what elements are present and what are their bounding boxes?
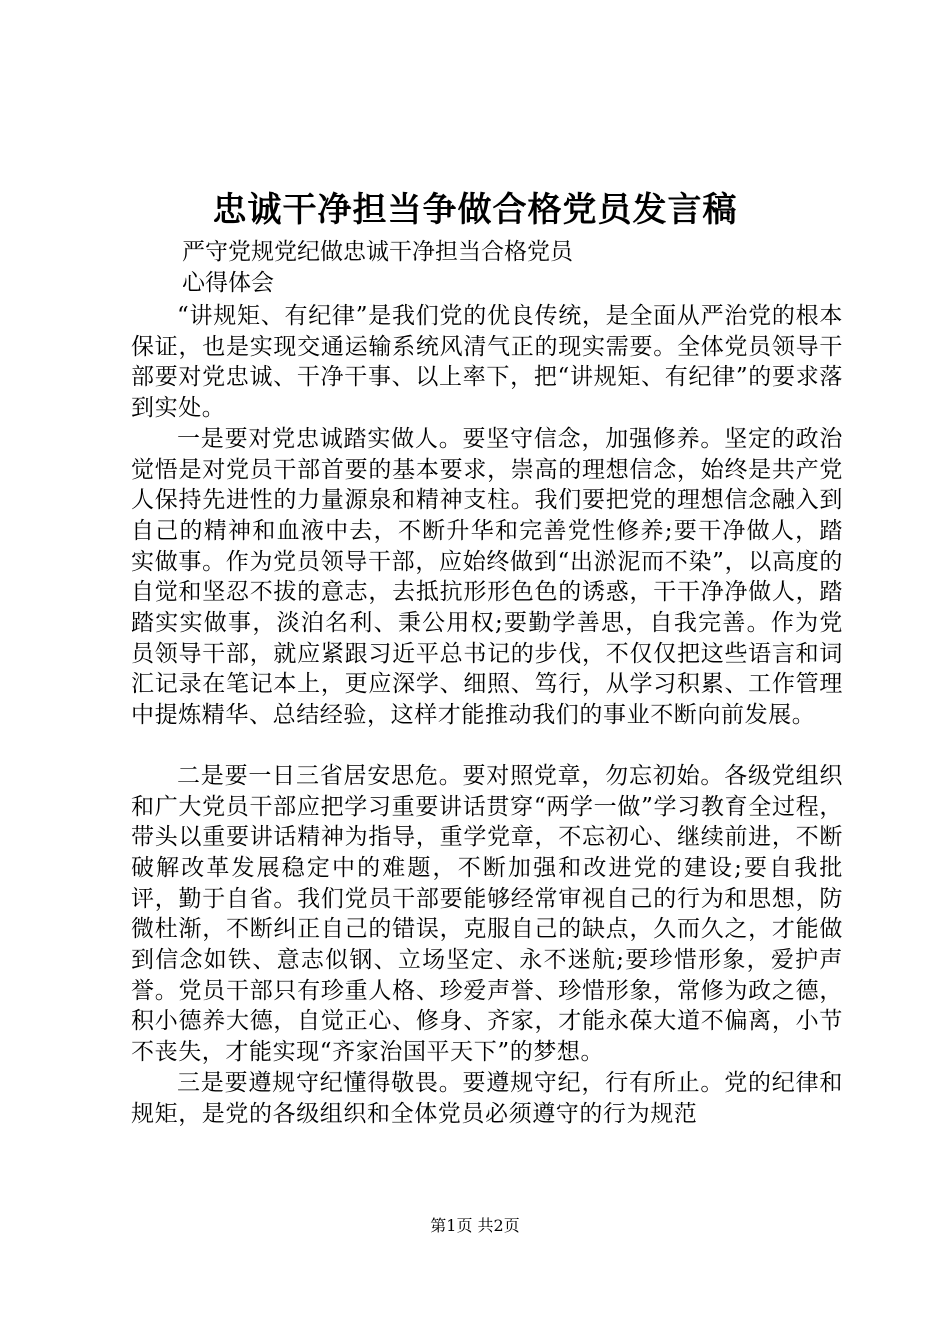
subtitle-line-2: 心得体会 — [182, 270, 274, 296]
document-title: 忠诚干净担当争做合格党员发言稿 — [212, 190, 738, 230]
paragraph-point-3: 三是要遵规守纪懂得敬畏。要遵规守纪，行有所止。党的纪律和规矩，是党的各级组织和全体党员必须遵守的行为规范 — [131, 1069, 843, 1127]
document-body — [131, 301, 843, 1129]
subtitle-line-1: 严守党规党纪做忠诚干净担当合格党员 — [182, 239, 573, 265]
paragraph-point-2: 二是要一日三省居安思危。要对照党章，勿忘初始。各级党组织和广大党员干部应把学习重要讲话贯穿“两学一做”学习教育全过程，带头以重要讲话精神为指导，重学党章，不忘初心、继续前进，不断破解改革发展稳定中的难题，不断加强和改进党的建设;要自我批评，勤于自省。我们党员干部要能够经常审视自己的行为和思想，防微杜渐，不断纠正自己的错误，克服自己的缺点，久而久之，才能做到信念如铁、意志似钢、立场坚定、永不迷航;要珍惜形象，爱护声誉。党员干部只有珍重人格、珍爱声誉、珍惜形象，常修为政之德，积小德养大德，自觉正心、修身、齐家，才能永葆大道不偏离，小节不丧失，才能实现“齐家治国平天下”的梦想。 — [131, 762, 843, 1066]
paragraph-point-1: 一是要对党忠诚踏实做人。要坚守信念，加强修养。坚定的政治觉悟是对党员干部首要的基本要求，崇高的理想信念，始终是共产党人保持先进性的力量源泉和精神支柱。我们要把党的理想信念融入到自己的精神和血液中去，不断升华和完善党性修养;要干净做人，踏实做事。作为党员领导干部，应始终做到“出淤泥而不染”，以高度的自觉和坚忍不拔的意志，去抵抗形形色色的诱惑，干干净净做人，踏踏实实做事，淡泊名利、秉公用权;要勤学善思，自我完善。作为党员领导干部，就应紧跟习近平总书记的步伐，不仅仅把这些语言和词汇记录在笔记本上，更应深学、细照、笃行，从学习积累、工作管理中提炼精华、总结经验，这样才能推动我们的事业不断向前发展。 — [131, 425, 843, 729]
paragraph-intro: “讲规矩、有纪律”是我们党的优良传统，是全面从严治党的根本保证，也是实现交通运输系统风清气正的现实需要。全体党员领导干部要对党忠诚、干净干事、以上率下，把“讲规矩、有纪律”的要求落到实处。 — [131, 303, 843, 422]
page-indicator: 第1页 共2页 — [430, 1216, 520, 1235]
